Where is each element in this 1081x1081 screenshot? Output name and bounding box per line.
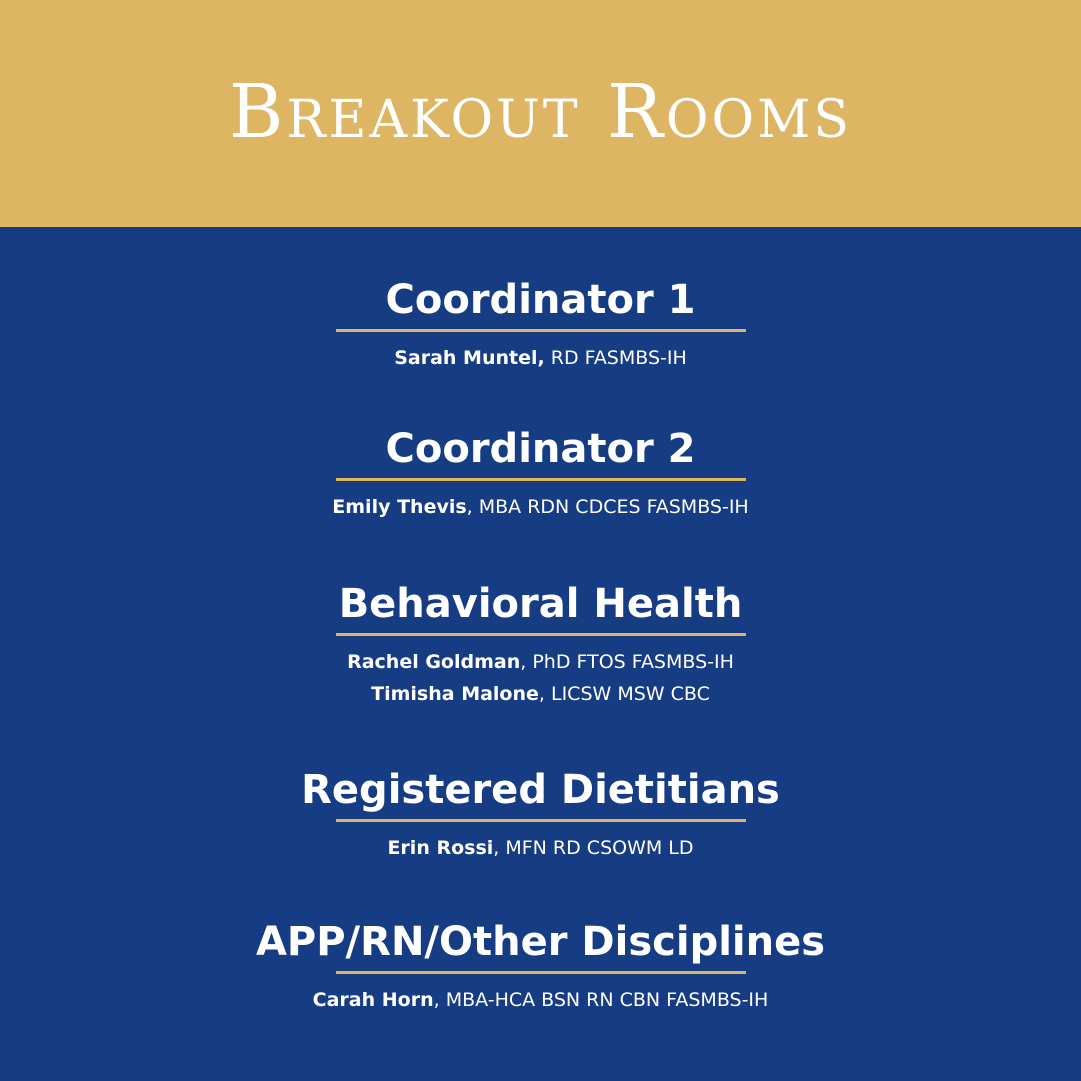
person-name: Emily Thevis xyxy=(332,496,467,518)
person-name: Rachel Goldman xyxy=(347,651,521,673)
person-entry xyxy=(0,984,1081,1016)
person-credentials: RD FASMBS-IH xyxy=(544,347,687,369)
room-title: Coordinator 1 xyxy=(385,277,696,323)
room-registered-dietitians xyxy=(0,765,1081,864)
room-title: Coordinator 2 xyxy=(385,426,696,472)
room-divider xyxy=(336,819,746,822)
person-name: Carah Horn xyxy=(312,989,434,1011)
room-title: APP/RN/Other Disciplines xyxy=(255,919,826,965)
person-credentials: , MFN RD CSOWM LD xyxy=(493,837,694,859)
person-name: Sarah Muntel, xyxy=(394,347,545,369)
person-credentials: , LICSW MSW CBC xyxy=(538,683,710,705)
room-behavioral-health xyxy=(0,579,1081,710)
person-entry xyxy=(0,342,1081,374)
room-divider xyxy=(336,971,746,974)
room-app-rn-other xyxy=(0,917,1081,1016)
room-coordinator-1 xyxy=(0,275,1081,374)
person-name: Timisha Malone xyxy=(371,683,539,705)
person-name: Erin Rossi xyxy=(387,837,494,859)
person-entry xyxy=(0,678,1081,710)
rooms-list xyxy=(0,227,1081,1081)
room-coordinator-2 xyxy=(0,424,1081,523)
room-divider xyxy=(336,478,746,481)
room-title: Registered Dietitians xyxy=(301,767,780,813)
person-entry xyxy=(0,491,1081,523)
room-title: Behavioral Health xyxy=(338,581,743,627)
room-divider xyxy=(336,329,746,332)
person-entry xyxy=(0,832,1081,864)
room-divider xyxy=(336,633,746,636)
person-credentials: , MBA RDN CDCES FASMBS-IH xyxy=(466,496,749,518)
header-banner xyxy=(0,0,1081,227)
page-title: Breakout Rooms xyxy=(228,69,852,155)
person-entry xyxy=(0,646,1081,678)
person-credentials: , MBA-HCA BSN RN CBN FASMBS-IH xyxy=(433,989,769,1011)
person-credentials: , PhD FTOS FASMBS-IH xyxy=(520,651,734,673)
